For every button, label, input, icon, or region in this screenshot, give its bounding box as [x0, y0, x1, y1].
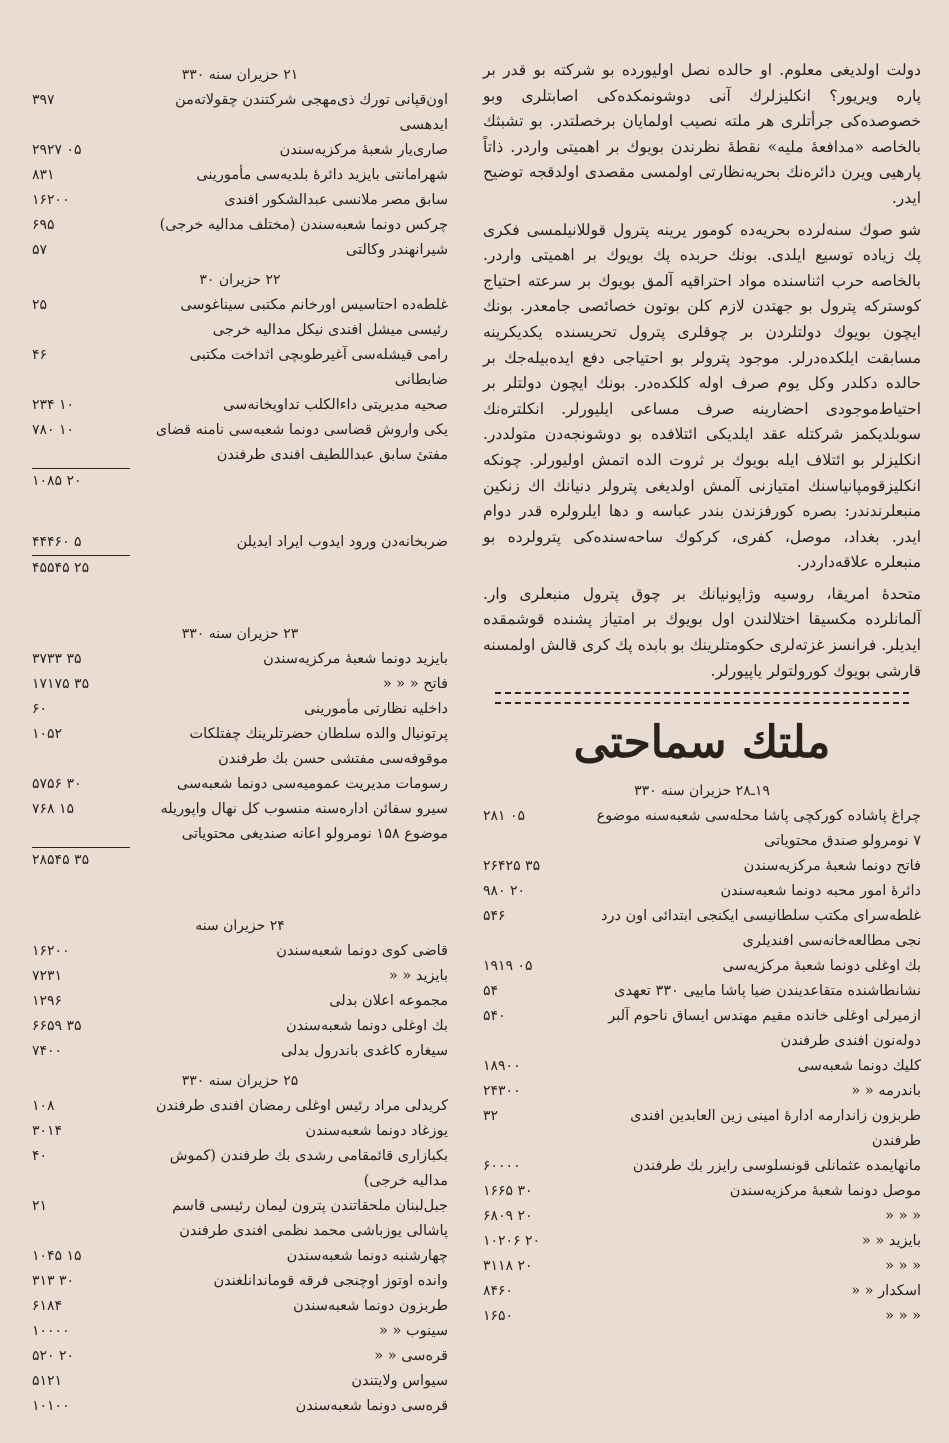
donor-text: کریدلی مراد رئیس اوغلی رمضان افندی طرفندن [155, 1098, 448, 1114]
donor-text: غلطه‌سرای مکتب سلطانیسی ایکنجی ابتدائی اون درد نجی مطالعه‌خانه‌سی افندیلری [600, 908, 921, 950]
ledger-row [32, 88, 448, 138]
ledger-row [32, 697, 448, 722]
donor-text: صحیه مدیریتی داءالکلب تداویخانه‌سی [223, 397, 448, 413]
amount: ۲۶۴۲۵ ۳۵ [483, 858, 541, 875]
amount: ۱۰۲۰۶ ۲۰ [483, 1233, 541, 1250]
amount: ۲۴۳۰۰ [483, 1083, 521, 1100]
ledger-row [32, 1119, 448, 1144]
ledger-row [483, 1054, 921, 1079]
amount: ۶۶۵۹ ۳۵ [32, 1018, 82, 1034]
ledger-date-heading: ۲۵ حزیران سنه ۳۳۰ [181, 1073, 299, 1089]
amount: ۶۸۰۹ ۲۰ [483, 1208, 533, 1225]
amount: ۳۷۳۳ ۳۵ [32, 651, 82, 667]
donor-text: شهرامانتی بایزید دائرهٔ بلدیه‌سی مأمورینی [196, 167, 448, 183]
section-gap [32, 494, 448, 530]
ledger-row [32, 163, 448, 188]
amount: ۵۲۰ ۲۰ [32, 1348, 75, 1364]
donor-text: صاری‌یار شعبهٔ مرکزیه‌سندن [279, 142, 448, 158]
amount: ۵۴ [483, 983, 499, 1000]
amount: ۱۶۶۵ ۳۰ [483, 1183, 533, 1200]
donor-text: نشانطاشنده متقاعدیندن ضیا پاشا ماییی ۳۳۰ تعهدی [614, 983, 921, 1000]
ledger-total-row [32, 468, 448, 494]
article-paragraph: دولت اولدیغی معلوم. او حالده نصل اولیورده بو شرکته بو قدر بر پاره ویریور؟ انکلیزلرك آنی دوشونمکده‌کی اصابتلری وبو خصوصده‌کی جرأتلری هر ملته نصیب اولمایان برخصلتدر. بو تشبثك بالخاصه «مدافعهٔ ملیه» نقطهٔ نظرندن بویوك بر اهمیتی واردر. ذاتاً پارهیی ویرن دائره‌نك بحریه‌نظارتی اولمسی مقصدی اولدقجه توضیح ایدر. [483, 61, 921, 207]
donor-text: « « « [885, 1258, 921, 1275]
amount: ۲۳۴ ۱۰ [32, 397, 75, 413]
donation-ledger [483, 780, 921, 1329]
donor-text: بایزید دونما شعبهٔ مرکزیه‌سندن [263, 651, 448, 667]
amount: ۷۶۸ ۱۵ [32, 801, 75, 817]
ledger-row [32, 1369, 448, 1394]
ledger-row [483, 1304, 921, 1329]
ledger-total-row [32, 555, 448, 581]
amount: ۵۴۰ [483, 1008, 506, 1025]
amount: ۱۰۵۲ [32, 726, 63, 742]
donor-text: طربزون دونما شعبه‌سندن [293, 1298, 448, 1314]
donor-text: ضربخانه‌دن ورود ایدوب ایراد ایدیلن [236, 534, 448, 550]
article-paragraph: متحدهٔ امریقا، روسیه وژاپونیانك بر چوق پترول منبعلری وار. آلمانلرده مکسیقا اختلالندن اول بویوك بر امتیاز پشنده قوشمقده ایدیلر. فرانسز غزته‌لری حکومتلرینك بو بابده پك کری قالش اولمسنه قارشی بویوك کورولتولر یاپیورلر. [483, 584, 921, 680]
donor-text: بایزید « « [861, 1233, 921, 1250]
amount: ۷۲۳۱ [32, 968, 63, 984]
donor-text: بك اوغلی دونما شعبه‌سندن [286, 1018, 448, 1034]
ledger-total-row [32, 847, 448, 873]
donor-text: رامی قیشله‌سی آغیرطوبچی اثداخت مکتبی ضابطانی [189, 347, 448, 388]
ledger-date-heading: ۱۹ـ۲۸ حزیران سنه ۳۳۰ [634, 783, 770, 800]
left-column-ledger [32, 58, 448, 1419]
donor-text: سینوب « « [378, 1323, 448, 1339]
donor-text: وانده اوتوز اوچنجی فرقه قوماندانلغندن [213, 1273, 448, 1289]
donor-text: پرتونیال والده سلطان حضرتلرینك چفتلکات موقوفه‌سی مفتشی حسن بك طرفندن [189, 726, 448, 767]
ledger-row [32, 1394, 448, 1419]
donor-text: بایزید « « [388, 968, 448, 984]
ledger-row [32, 238, 448, 263]
donor-text: سابق مصر ملانسی عبدالشکور افندی [224, 192, 448, 208]
ledger-row [483, 1229, 921, 1254]
donor-text: قره‌سی « « [374, 1348, 448, 1364]
amount: ۵۴۶ [483, 908, 506, 925]
ledger-row [32, 1144, 448, 1194]
amount: ۱۰۴۵ ۱۵ [32, 1248, 82, 1264]
amount: ۲۸۱ ۰۵ [483, 808, 526, 825]
donor-text: طربزون زاندارمه ادارهٔ امینی زین العابدین افندی طرفندن [630, 1108, 921, 1150]
donor-text: سیرو سفائن اداره‌سنه منسوب کل نهال واپوریله موضوع ۱۵۸ نومرولو اعانه صندیغی محتویاتی [160, 801, 448, 842]
ledger-row [483, 1254, 921, 1279]
amount: ۱۷۱۷۵ ۳۵ [32, 676, 90, 692]
amount: ۶۰۰۰۰ [483, 1158, 521, 1175]
ledger-date-heading: ۲۱ حزیران سنه ۳۳۰ [181, 67, 299, 83]
ledger-row [483, 854, 921, 879]
amount: ۱۶۲۰۰ [32, 192, 70, 208]
amount: ۳۱۳ ۳۰ [32, 1273, 75, 1289]
ledger-row [32, 530, 448, 555]
ledger-row [32, 393, 448, 418]
ledger-row [32, 772, 448, 797]
ledger-row [32, 343, 448, 393]
amount: ۶۱۸۴ [32, 1298, 63, 1314]
ledger-row [32, 647, 448, 672]
donor-text: یوزغاد دونما شعبه‌سندن [305, 1123, 448, 1139]
amount: ۶۰ [32, 701, 48, 717]
amount: ۷۸۰ ۱۰ [32, 422, 75, 438]
amount: ۴۶ [32, 347, 48, 363]
donor-text: فاتح « « « [382, 676, 448, 692]
amount: ۳۹۷ [32, 92, 55, 108]
amount: ۲۹۲۷ ۰۵ [32, 142, 82, 158]
donor-text: بك اوغلی دونما شعبهٔ مرکزیه‌سی [722, 958, 921, 975]
ledger-row [483, 904, 921, 954]
amount: ۳۰۱۴ [32, 1123, 63, 1139]
amount: ۹۸۰ ۲۰ [483, 883, 526, 900]
amount: ۳۲ [483, 1108, 499, 1125]
total-amount: ۴۵۵۴۵ ۲۵ [32, 555, 130, 581]
ledger-row [32, 939, 448, 964]
donor-text: اون‌قپانی تورك ذی‌مهجی شرکتندن چقولاته‌من ایدهسی [175, 92, 448, 133]
ledger-row [32, 1014, 448, 1039]
donor-text: غلطه‌ده احتاسیس اورخانم مکتبی سیناغوسی رئیسی میشل افندی نیکل مدالیه خرجی [180, 297, 448, 338]
ledger-row [483, 1179, 921, 1204]
ledger-row [32, 964, 448, 989]
ledger-row [32, 1269, 448, 1294]
donor-text: جبل‌لبنان ملحقاتندن پترون لیمان رئیسی قاسم پاشالی یوزباشی محمد نظمی افندی طرفندن [172, 1198, 448, 1239]
amount: ۶۹۵ [32, 217, 55, 233]
ledger-row [32, 213, 448, 238]
ledger-date-heading: ۲۴ حزیران سنه [195, 918, 285, 934]
amount: ۳۱۱۸ ۲۰ [483, 1258, 533, 1275]
donor-text: چراغ پاشاده کورکچی پاشا محله‌سی شعبه‌سنه موضوع ۷ نومرولو صندق محتویاتی [596, 808, 921, 850]
donor-text: باندرمه « « [851, 1083, 921, 1100]
amount: ۵۱۲۱ [32, 1373, 63, 1389]
ledger-row [32, 722, 448, 772]
total-amount: ۱۰۸۵ ۲۰ [32, 468, 130, 494]
ledger-row [483, 1004, 921, 1054]
amount: ۸۳۱ [32, 167, 55, 183]
ledger-row [483, 1079, 921, 1104]
ledger-row [32, 1039, 448, 1064]
ledger-row [32, 293, 448, 343]
ledger-row [483, 804, 921, 854]
ledger-row [483, 954, 921, 979]
section-gap [32, 873, 448, 909]
ledger-row [32, 989, 448, 1014]
ledger-row [483, 1204, 921, 1229]
donor-text: فاتح دونما شعبهٔ مرکزیه‌سندن [743, 858, 921, 875]
donor-text: دائرهٔ امور محبه دونما شعبه‌سندن [720, 883, 921, 900]
amount: ۱۰۸ [32, 1098, 55, 1114]
amount: ۲۵ [32, 297, 48, 313]
ledger-row [32, 138, 448, 163]
amount: ۲۱ [32, 1198, 48, 1214]
section-gap [32, 581, 448, 617]
amount: ۱۶۵۰ [483, 1308, 514, 1325]
donor-text: قره‌سی دونما شعبه‌سندن [295, 1398, 448, 1414]
ledger-row [483, 1279, 921, 1304]
donor-text: یکی واروش قضاسی دونما شعبه‌سی نامنه قضای مفتیٔ سابق عبداللطیف افندی طرفندن [155, 422, 448, 463]
amount: ۸۴۶۰ [483, 1283, 514, 1300]
ledger-row [483, 879, 921, 904]
ledger-row [483, 1104, 921, 1154]
donor-text: اسکدار « « [851, 1283, 921, 1300]
ledger-row [32, 188, 448, 213]
donor-text: مجموعه اعلان بدلی [329, 993, 448, 1009]
ledger-row [32, 1194, 448, 1244]
amount: ۴۰ [32, 1148, 48, 1164]
ledger-date-heading: ۲۳ حزیران سنه ۳۳۰ [181, 626, 299, 642]
amount: ۱۰۰۰۰ [32, 1323, 70, 1339]
section-title: ملتك سماحتی [573, 717, 831, 769]
donor-text: شیرانهندر وکالتی [345, 242, 448, 258]
amount: ۷۴۰۰ [32, 1043, 63, 1059]
amount: ۱۰۱۰۰ [32, 1398, 70, 1414]
donor-text: « « « [885, 1208, 921, 1225]
ledger-row [32, 418, 448, 468]
ledger-date-heading: ۲۲ حزیران ۳۰ [199, 272, 281, 288]
amount: ۴۴۴۶۰ ۵ [32, 534, 82, 550]
amount: ۱۲۹۶ [32, 993, 63, 1009]
article-paragraph: شو صوك سنه‌لرده بحریه‌ده کومور یرینه پترول قوللانیلمسی فکری پك زیاده توسیع ایلدی. بونك حربده پك بویوك بر اهمیتی واردر. بالخاصه حرب اثناسنده مواد احتراقیه آلمق بویوك بر سرعته احتیاج کوسترکه پترول بو جهتدن لازم کلن بوتون خصائصی جامعدر. بونك ایچون بویوك دولتلردن بر چوقلری پترول تحریسنده یکدیکرینه مسابقت ایلکده‌درلر. موجود پترولر بو احتیاجی دفع ایده‌بیله‌جك بر حالده دکلدر وکل یوم صرف اوله کلکده‌در. بونك ایچون دولتلر بر احتیاط‌موجودی احضارینه صرف مساعی ایلیورلر. انکلتره‌نك سوبلدیکمز شرکتله عقد ایلدیکی ائتلافده بو دوشونجه‌دن متولددر. انکلیزلر بو ائتلاف ایله بویوك بر ثروت الده اتمش اولیورلر. چونکه انکلیزقومپانیاسنك امتیازنی آلمش اولدیغی پترولر دنیانك اك زنکین منبعلرندندر: بصره کورفزندن بندر عباسه و دها ایلرولره قدر دوام ایدر. بغداد، موصل، کفری، کرکوك ساحه‌سنده‌کی پترولرده بو منبعلره علاقه‌داردر. [483, 220, 921, 572]
donor-text: ازمیرلی اوغلی خانده مقیم مهندس ایساق ناحوم آلبر دوله‌نون افندی طرفندن [608, 1008, 921, 1050]
ledger-row [32, 1244, 448, 1269]
donor-text: چرکس دونما شعبه‌سندن (مختلف مدالیه خرجی) [159, 217, 448, 233]
ledger-row [483, 979, 921, 1004]
donor-text: کلیك دونما شعبه‌سی [797, 1058, 921, 1075]
donor-text: قاضی کوی دونما شعبه‌سندن [276, 943, 448, 959]
ledger-row [32, 797, 448, 847]
donor-text: سیواس ولایتندن [351, 1373, 448, 1389]
ledger-row [483, 1154, 921, 1179]
amount: ۱۸۹۰۰ [483, 1058, 521, 1075]
donor-text: مانهایمده عثمانلی قونسلوسی رایزر بك طرفندن [632, 1158, 921, 1175]
donor-text: بکبازاری قائمقامی رشدی بك طرفندن (کموش مدالیه خرجی) [169, 1148, 448, 1189]
ledger-row [32, 1294, 448, 1319]
donor-text: چهارشنبه دونما شعبه‌سندن [286, 1248, 448, 1264]
donor-text: موصل دونما شعبهٔ مرکزیه‌سندن [729, 1183, 921, 1200]
ledger-row [32, 672, 448, 697]
amount: ۱۹۱۹ ۰۵ [483, 958, 533, 975]
ledger-row [32, 1319, 448, 1344]
donor-text: داخلیه نظارتی مأمورینی [303, 701, 448, 717]
ornamental-divider [495, 692, 909, 704]
amount: ۵۷۵۶ ۳۰ [32, 776, 82, 792]
donor-text: رسومات مدیریت عمومیه‌سی دونما شعبه‌سی [176, 776, 448, 792]
right-column [483, 58, 921, 1329]
ledger-row [32, 1344, 448, 1369]
ledger-row [32, 1094, 448, 1119]
total-amount: ۲۸۵۴۵ ۳۵ [32, 847, 130, 873]
amount: ۵۷ [32, 242, 48, 258]
donor-text: سیغاره کاغدی باندرول بدلی [280, 1043, 448, 1059]
amount: ۱۶۲۰۰ [32, 943, 70, 959]
donor-text: « « « [885, 1308, 921, 1325]
